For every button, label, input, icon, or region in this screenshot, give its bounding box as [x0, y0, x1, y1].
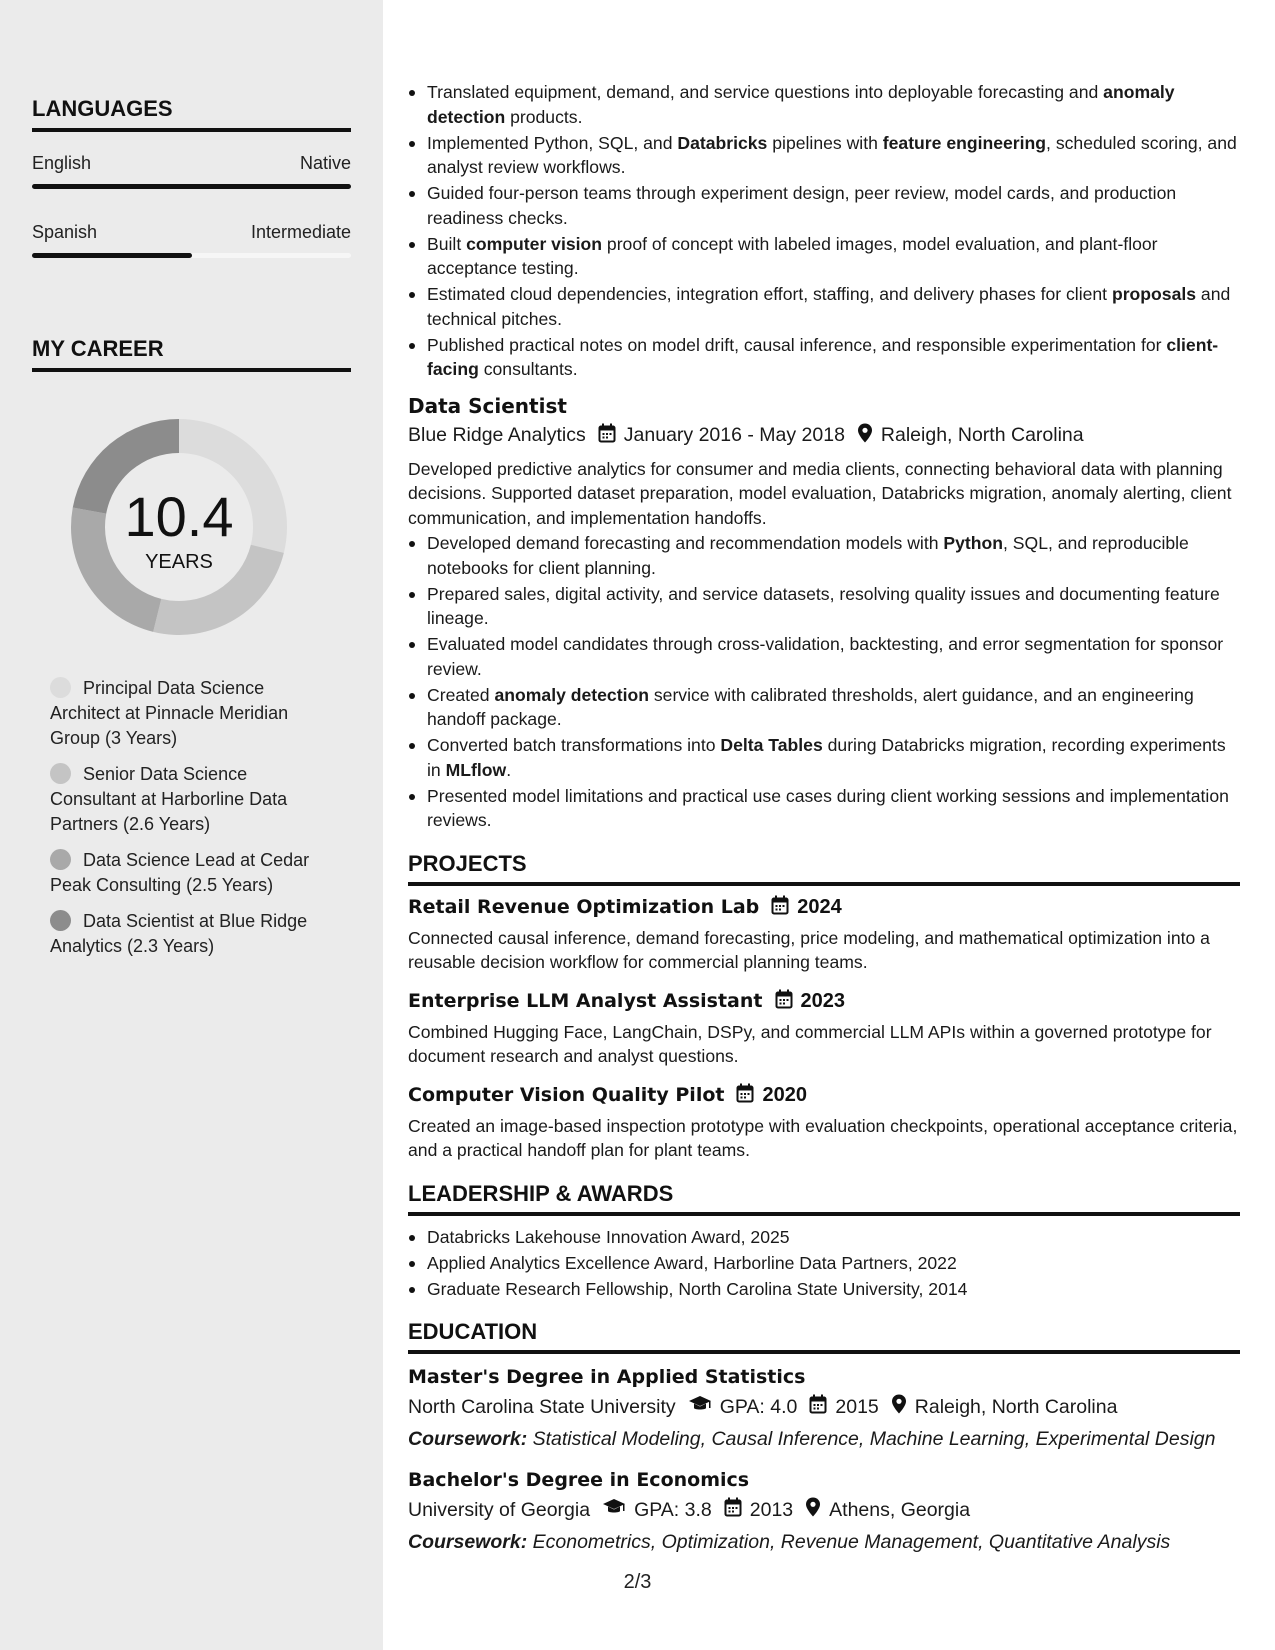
map-pin-icon [891, 1394, 907, 1420]
calendar-icon [736, 1083, 754, 1108]
projects-heading: PROJECTS [408, 851, 1240, 886]
language-proficiency-bar [32, 253, 351, 258]
education-meta [408, 1497, 1240, 1523]
bullet-item: Published practical notes on model drift, causal inference, and responsible experimentation for client-facing consultants. [408, 333, 1240, 382]
bullet-item: Guided four-person teams through experiment design, peer review, model cards, and production readiness checks. [408, 181, 1240, 230]
bullet-item: Estimated cloud dependencies, integration effort, staffing, and delivery phases for client proposals and technical pitches. [408, 282, 1240, 331]
awards-heading: LEADERSHIP & AWARDS [408, 1181, 1240, 1216]
language-row-english [32, 153, 351, 174]
degree-title: Master's Degree in Applied Statistics [408, 1366, 806, 1388]
coursework-list: Statistical Modeling, Causal Inference, Machine Learning, Experimental Design [532, 1428, 1216, 1450]
bullet-item: Evaluated model candidates through cross-validation, backtesting, and error segmentation for sponsor review. [408, 632, 1240, 681]
coursework-label: Coursework: [408, 1531, 528, 1553]
graduation-cap-icon [688, 1395, 712, 1419]
bullet-item: Converted batch transformations into Delta Tables during Databricks migration, recording experiments in MLflow. [408, 733, 1240, 782]
job-location: Raleigh, North Carolina [880, 424, 1084, 446]
job-description: Developed predictive analytics for consumer and media clients, connecting behavioral data with planning decisions. Supported dataset preparation, model evaluation, Databricks migration, anomaly alerting, client communication, and implementation handoffs. [408, 458, 1232, 528]
legend-swatch [50, 849, 71, 870]
bullet-item: Translated equipment, demand, and service questions into deployable forecasting and anomaly detection products. [408, 80, 1240, 129]
legend-swatch [50, 677, 71, 698]
award-item: Graduate Research Fellowship, North Carolina State University, 2014 [408, 1277, 1240, 1302]
awards-list [408, 1225, 1240, 1302]
project-title-row [408, 1083, 1240, 1108]
career-legend [50, 676, 330, 970]
language-row-spanish [32, 222, 351, 243]
career-total-value: 10.4 [124, 484, 234, 548]
calendar-icon [598, 423, 616, 449]
language-proficiency-bar [32, 184, 351, 189]
career-legend-item [50, 762, 330, 837]
project-year: 2023 [800, 989, 845, 1012]
coursework-list: Econometrics, Optimization, Revenue Management, Quantitative Analysis [532, 1531, 1171, 1553]
education-heading: EDUCATION [408, 1319, 1240, 1354]
gpa: GPA: 4.0 [719, 1395, 798, 1418]
coursework-label: Coursework: [408, 1428, 528, 1450]
project-description: Combined Hugging Face, LangChain, DSPy, and commercial LLM APIs within a governed prototype for document research and analyst questions. [408, 1021, 1212, 1066]
project-title: Enterprise LLM Analyst Assistant [408, 990, 763, 1012]
page-number: 2/3 [623, 1571, 652, 1593]
job-title: Data Scientist [408, 393, 567, 418]
bullet-item: Built computer vision proof of concept with labeled images, model evaluation, and plant-floor acceptance testing. [408, 232, 1240, 281]
education-item [408, 1469, 1240, 1554]
bullet-item: Developed demand forecasting and recommendation models with Python, SQL, and reproducible notebooks for client planning. [408, 531, 1240, 580]
bullet-item: Prepared sales, digital activity, and service datasets, resolving quality issues and documenting feature lineage. [408, 582, 1240, 631]
language-level: Intermediate [250, 222, 351, 242]
school-name: North Carolina State University [408, 1395, 676, 1418]
project-title-row [408, 989, 1240, 1014]
sidebar [0, 0, 383, 1650]
project-year: 2024 [797, 895, 842, 918]
language-name: Spanish [32, 222, 98, 242]
project-description: Created an image-based inspection prototype with evaluation checkpoints, operational acceptance criteria, and a practical handoff plan for plant teams. [408, 1115, 1238, 1160]
school-name: University of Georgia [408, 1498, 591, 1521]
project-year: 2020 [762, 1083, 807, 1106]
project-title-row [408, 895, 1240, 920]
gpa: GPA: 3.8 [634, 1498, 712, 1521]
career-total [66, 414, 292, 640]
career-heading: MY CAREER [32, 336, 351, 372]
graduation-year: 2013 [749, 1498, 794, 1521]
main-content [408, 80, 1240, 1554]
education-meta [408, 1394, 1240, 1420]
education-item [408, 1366, 1240, 1451]
language-proficiency-fill [32, 184, 351, 189]
legend-swatch [50, 910, 71, 931]
bullet-item: Presented model limitations and practical use cases during client working sessions and implementation reviews. [408, 784, 1240, 833]
job-meta [408, 423, 1240, 449]
job-bullets [408, 531, 1240, 833]
company-name: Blue Ridge Analytics [408, 424, 586, 446]
project-title: Computer Vision Quality Pilot [408, 1084, 725, 1106]
career-total-unit: YEARS [145, 550, 213, 573]
degree-title: Bachelor's Degree in Economics [408, 1469, 750, 1491]
graduation-cap-icon [602, 1498, 626, 1522]
project-description: Connected causal inference, demand forecasting, price modeling, and mathematical optimization into a reusable decision workflow for commercial planning teams. [408, 927, 1210, 972]
project-item [408, 895, 1240, 975]
project-title: Retail Revenue Optimization Lab [408, 896, 760, 918]
project-item [408, 989, 1240, 1069]
language-name: English [32, 153, 92, 173]
language-proficiency-fill [32, 253, 192, 258]
language-level: Native [299, 153, 351, 173]
project-item [408, 1083, 1240, 1163]
career-legend-text: Data Science Lead at Cedar Peak Consulting (2.5 Years) [50, 850, 310, 895]
award-item: Databricks Lakehouse Innovation Award, 2025 [408, 1225, 1240, 1250]
award-item: Applied Analytics Excellence Award, Harborline Data Partners, 2022 [408, 1251, 1240, 1276]
previous-role-bullets [408, 80, 1240, 382]
calendar-icon [771, 895, 789, 920]
legend-swatch [50, 763, 71, 784]
map-pin-icon [805, 1497, 821, 1523]
career-legend-item [50, 848, 330, 898]
languages-heading: LANGUAGES [32, 96, 351, 132]
career-legend-text: Data Scientist at Blue Ridge Analytics (2.3 Years) [50, 911, 308, 956]
calendar-icon [809, 1394, 827, 1420]
coursework [408, 1428, 1240, 1451]
calendar-icon [724, 1497, 742, 1523]
bullet-item: Implemented Python, SQL, and Databricks pipelines with feature engineering, scheduled scoring, and analyst review workflows. [408, 131, 1240, 180]
calendar-icon [775, 989, 793, 1014]
career-legend-item [50, 909, 330, 959]
career-legend-text: Senior Data Science Consultant at Harborline Data Partners (2.6 Years) [50, 764, 288, 834]
coursework [408, 1531, 1240, 1554]
map-pin-icon [857, 423, 873, 449]
school-location: Raleigh, North Carolina [914, 1395, 1118, 1418]
career-legend-item [50, 676, 330, 751]
job-dates: January 2016 - May 2018 [623, 424, 845, 446]
bullet-item: Created anomaly detection service with calibrated thresholds, alert guidance, and an engineering handoff package. [408, 683, 1240, 732]
graduation-year: 2015 [835, 1395, 879, 1418]
career-legend-text: Principal Data Science Architect at Pinnacle Meridian Group (3 Years) [50, 678, 289, 748]
school-location: Athens, Georgia [829, 1498, 971, 1521]
